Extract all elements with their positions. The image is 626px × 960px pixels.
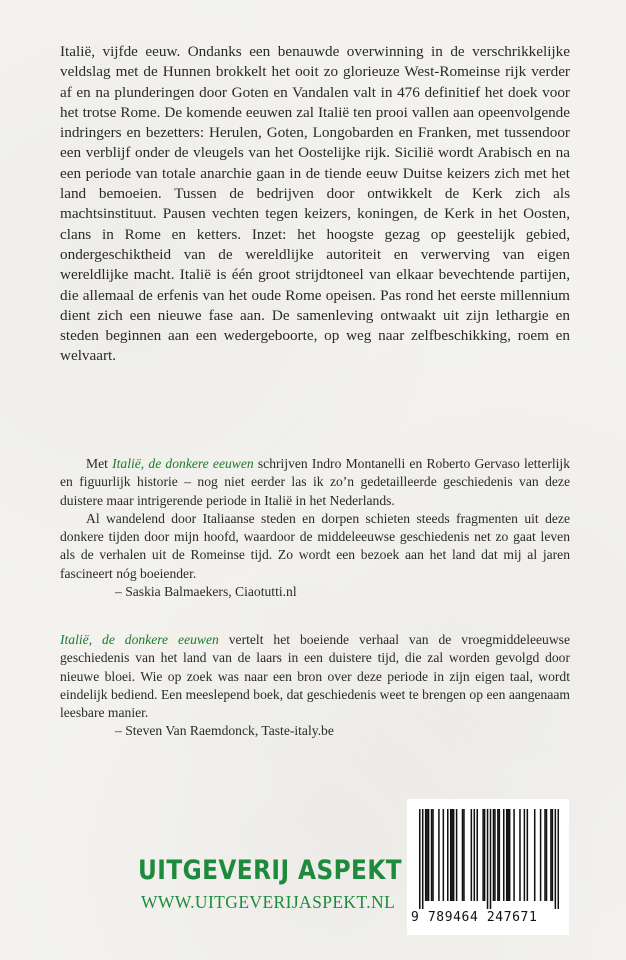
barcode-bar <box>499 809 501 901</box>
barcode-bar <box>493 809 495 901</box>
review-prefix: Met <box>86 456 113 471</box>
barcode-bar <box>487 809 489 909</box>
barcode-bar <box>447 809 449 901</box>
barcode-bar <box>507 809 509 901</box>
barcode-bar <box>471 809 473 901</box>
review-author: – Steven Van Raemdonck, Taste-italy.be <box>115 723 334 739</box>
book-title-italic: Italië, de donkere eeuwen <box>60 632 219 647</box>
barcode-bar <box>462 809 464 901</box>
barcode-bar <box>432 809 434 901</box>
barcode-bar <box>540 809 542 901</box>
barcode-bar <box>463 809 465 901</box>
barcode-bar <box>438 809 440 901</box>
review-paragraph <box>60 631 570 722</box>
back-cover-blurb: Italië, vijfde eeuw. Ondanks een benauwde overwinning in de verschrikkelijke veldslag met de Hunnen brokkelt het ooit zo glorieuze West-Romeinse rijk verder af en na plunderingen door Goten en Vandalen valt in 476 definitief het doek voor het trotse Rome. De komende eeuwen zal Italië ten prooi vallen aan opeenvolgende indringers en bezetters: Herulen, Goten, Longobarden en Franken, met tussendoor een verblijf onder de vleugels van het Oostelijke rijk. Sicilië wordt Arabisch en na een periode van totale anarchie gaan in de tiende eeuw Duitse keizers zich met het land bemoeien. Tussen de bedrijven door ontwikkelt de Kerk zich als machtsinstituut. Pausen vechten tegen keizers, koningen, de Kerk in het Oosten, clans in Rome en ketters. Inzet: het hoogste gezag op geestelijk gebied, ondergeschiktheid van de wereldlijke autoriteit en verwerving van eigen wereldlijke macht. Italië is één groot strijdtoneel van elkaar bevechtende partijen, die allemaal de erfenis van het oude Rome opeisen. Pas rond het eerste millennium dient zich een nieuwe fase aan. De samenleving ontwaakt uit zijn lethargie en steden beginnen aan een wedergeboorte, op weg naar zelfbeschikking, roem en welvaart. <box>60 43 570 365</box>
barcode-bars <box>419 809 559 909</box>
barcode-bar <box>451 809 453 901</box>
barcode-bar <box>494 809 496 901</box>
barcode-bar <box>450 809 452 901</box>
review-ciaotutti <box>60 455 570 601</box>
barcode-bar <box>482 809 484 901</box>
barcode-bar <box>425 809 427 901</box>
barcode-bar <box>546 809 548 901</box>
barcode-bar <box>558 809 559 909</box>
barcode-bar <box>519 809 521 901</box>
barcode-bar <box>550 809 552 901</box>
review-paragraph <box>60 455 570 510</box>
barcode-bar <box>527 809 529 901</box>
barcode-bar <box>474 809 476 901</box>
barcode-bar <box>555 809 557 909</box>
publisher-website: WWW.UITGEVERIJASPEKT.NL <box>141 892 396 912</box>
barcode-bar <box>456 809 458 901</box>
barcode-bar <box>534 809 536 901</box>
barcode-bar <box>431 809 433 901</box>
isbn-barcode <box>407 799 569 935</box>
barcode-bar <box>503 809 505 901</box>
barcode-bar <box>552 809 554 901</box>
barcode-bar <box>506 809 508 901</box>
barcode-bar <box>476 809 478 901</box>
review-taste-italy <box>60 631 570 741</box>
barcode-bar <box>426 809 428 901</box>
barcode-bar <box>509 809 511 901</box>
barcode-bar <box>443 809 445 901</box>
barcode-bar <box>422 809 424 909</box>
barcode-bar <box>497 809 499 901</box>
barcode-bar <box>544 809 546 901</box>
barcode-bar <box>490 809 492 909</box>
barcode-bar <box>484 809 486 901</box>
review-text: vertelt het boeiende verhaal van de vroegmiddeleeuwse geschiedenis van het land van de laars in een duistere tijd, die zal worden gevolgd door nieuwe bloei. Wie op zoek was naar een bron over deze periode in zijn eigen taal, wordt eindelijk bediend. Een meeslepend boek, dat geschiedenis weet te brengen op een aangenaam leesbare manier. <box>60 632 570 721</box>
publisher-logo: UITGEVERIJ ASPEKT <box>138 855 403 886</box>
barcode-number: 9 789464 247671 <box>411 910 538 925</box>
barcode-bar <box>513 809 515 901</box>
review-author: – Saskia Balmaekers, Ciaotutti.nl <box>115 584 297 600</box>
barcode-bar <box>419 809 421 909</box>
barcode-bar <box>428 809 430 901</box>
barcode-bar <box>524 809 526 901</box>
review-text: schrijven Indro Montanelli en Roberto Gervaso letterlijk en figuurlijk historie – nog niet eerder las ik zo’n gedetailleerde geschiedenis van deze duistere maar intrigerende periode in Italië in het Nederlands. <box>60 456 571 508</box>
review-paragraph-2: Al wandelend door Italiaanse steden en dorpen schieten steeds fragmenten uit deze donkere tijden door mijn hoofd, waardoor de middeleeuwse geschiedenis net zo gaat leven als de verhalen uit de Romeinse tijd. Zo wordt een bezoek aan het land dat mij al jaren fascineert nóg boeiender. <box>60 510 570 581</box>
barcode-bar <box>453 809 455 901</box>
book-title-italic: Italië, de donkere eeuwen <box>112 456 254 471</box>
